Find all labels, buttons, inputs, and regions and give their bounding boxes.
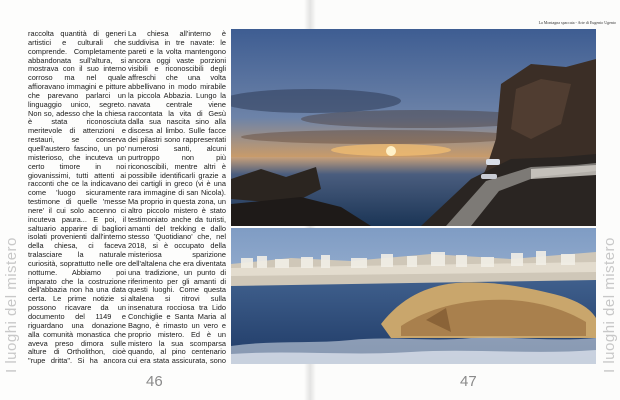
side-title-right: I luoghi del mistero — [601, 237, 618, 373]
column-1-text: raccolta quantità di generi artistici e culturali che comprende. Completamente abbandonata sull'altura, si mostrava con il suo interno corroso ma nel quale affioravano immagini e pitture che parevano parlarci un linguaggio unico, segreto. Non so, adesso che la chiesa è stata riconosciuta meritevole di attenzioni e restauri, se conserva quell'austero fascino, un po' misterioso, che incuteva un certo timore in noi giovanissimi, tutti attenti ai racconti che ce la indicavano come 'luogo sicuramente testimone di quelle 'messe nere' il cui solo accenno ci incuteva paura... E poi, il saltuario apparire di bagliori isolati provenienti dall'interno della chiesa, ci faceva tralasciare la naturale curiosità, soprattutto nelle ore notturne. Abbiamo poi imparato che la costruzione dell'abbazia non ha una data certa. Le prime notizie si possono ricavare da un documento del 1149 e riguardano una donazione alla comunità monastica che aveva preso dimora sulle alture di Ortholithon, cioè "rupe dritta". Si ha ancora — [28, 30, 126, 366]
sunset-photo-graphic — [231, 29, 596, 226]
page-number-left: 46 — [146, 373, 163, 390]
text-column-2 — [128, 30, 226, 366]
coastal-town-photo — [231, 228, 596, 364]
text-column-1 — [28, 30, 126, 366]
running-head: La Montagna spaccata - Arte di Eugenio Ugento — [538, 20, 616, 25]
column-2-text: La chiesa all'interno è suddivisa in tre navate: le pareti e la volta mantengono ancora oggi vaste porzioni visibili e riconoscibili degli affreschi che una volta abbellivano in modo mirabile la piccola Abbazia. Lungo la navata centrale viene raccontata la vita di Gesù dalla sua nascita sino alla discesa al limbo. Sulle facce dei pilastri sono rappresentati numerosi santi, alcuni purtroppo non più riconoscibili, mentre altri è possibile identificarli grazie a dei cartigli in greco (vi è una rara immagine di san Nicola). Ma proprio in questa zona, un altro piccolo mistero è stato testimoniato anche da turisti, amanti del trekking e dallo stesso 'Quotidiano' che, nel 2018, si è occupato della misteriosa sparizione dell'altalena che era diventata una tradizione, un punto di riferimento per gli amanti di questi luoghi. Come questa altalena si ritrovi sulla insenatura rocciosa tra Lido Conchiglie e Santa Maria al Bagno, è rimasto un vero e proprio mistero. Ed è un mistero la sua scomparsa quando, al pino centenario cui era stata assicurata, sono — [128, 30, 226, 366]
coastal-town-graphic — [231, 228, 596, 364]
page-number-right: 47 — [460, 373, 477, 390]
sunset-coastal-road-photo — [231, 29, 596, 226]
side-title-left: I luoghi del mistero — [3, 237, 20, 373]
